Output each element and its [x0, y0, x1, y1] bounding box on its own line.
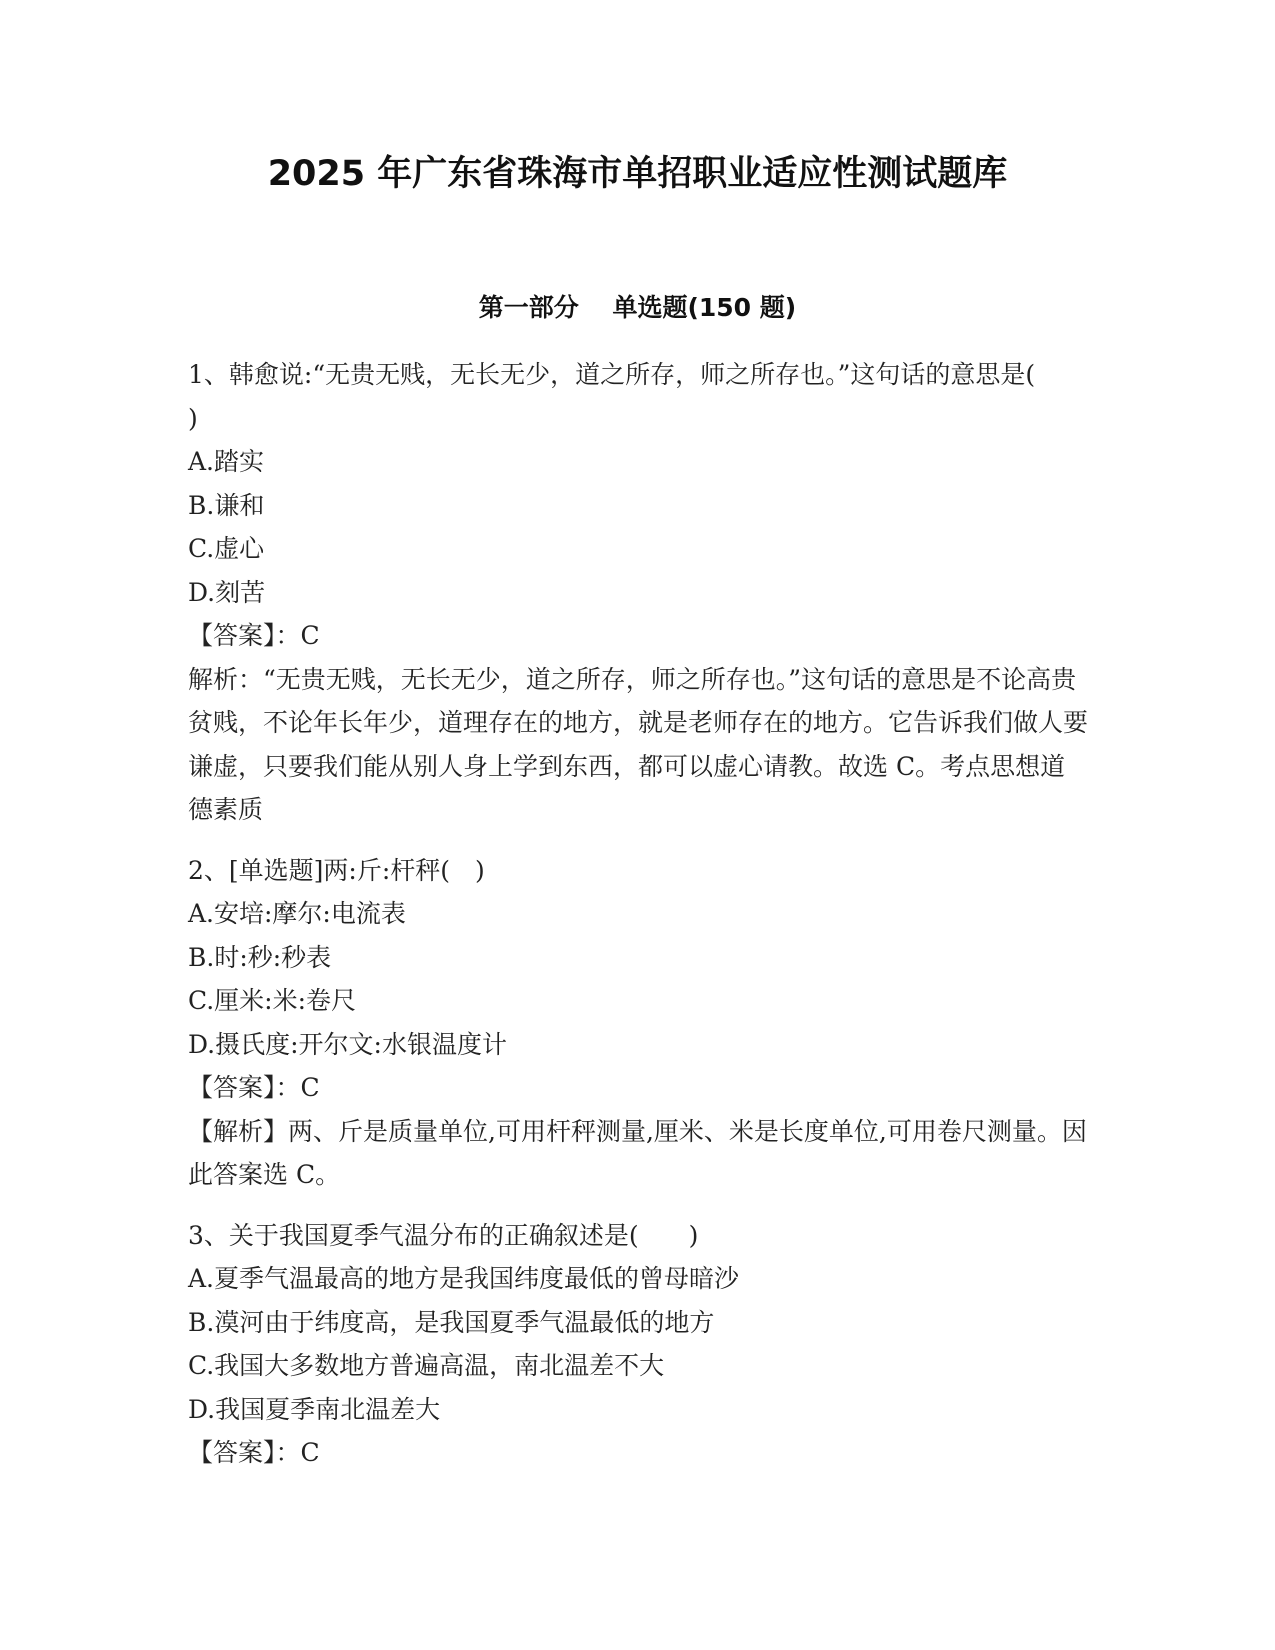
answer-label: 【答案】: [188, 1438, 276, 1467]
section-title: 第一部分 单选题(150 题): [478, 293, 797, 322]
option-a: A.安培:摩尔:电流表: [188, 899, 406, 928]
option-a: A.踏实: [188, 447, 265, 476]
answer-value: C: [300, 621, 320, 650]
answer-separator: ：: [275, 1438, 301, 1467]
option-c: C.虚心: [188, 534, 265, 563]
answer-line: [188, 614, 1088, 658]
explanation: 解析：“无贵无贱，无长无少，道之所存，师之所存也。”这句话的意思是不论高贵贫贱，不论年长年少，道理存在的地方，就是老师存在的地方。它告诉我们做人要谦虚，只要我们能从别人身上学到东西，都可以虚心请教。故选 C。考点思想道德素质: [188, 664, 1089, 824]
question-list: [188, 353, 1088, 1475]
question-stem: 2、[单选题]两:斤:杆秤( ): [188, 855, 485, 885]
option-b: B.时:秒:秒表: [188, 942, 332, 972]
explanation: 【解析】两、斤是质量单位,可用杆秤测量,厘米、米是长度单位,可用卷尺测量。因此答案选 C。: [188, 1116, 1087, 1189]
option-b: B.漠河由于纬度高，是我国夏季气温最低的地方: [188, 1307, 715, 1337]
answer-label: 【答案】: [188, 621, 276, 650]
answer-separator: ：: [275, 621, 301, 650]
answer-value: C: [300, 1438, 320, 1467]
document-title: 2025 年广东省珠海市单招职业适应性测试题库: [267, 154, 1008, 194]
option-d: D.摄氏度:开尔文:水银温度计: [188, 1029, 507, 1059]
answer-label: 【答案】: [188, 1073, 276, 1102]
option-d: D.刻苦: [188, 577, 266, 607]
question-1: [188, 353, 1088, 832]
answer-line: [188, 1431, 1088, 1475]
option-d: D.我国夏季南北温差大: [188, 1394, 441, 1424]
option-c: C.我国大多数地方普遍高温，南北温差不大: [188, 1351, 665, 1380]
option-a: A.夏季气温最高的地方是我国纬度最低的曾母暗沙: [188, 1264, 740, 1293]
answer-separator: ：: [275, 1073, 301, 1102]
answer-line: [188, 1066, 1088, 1110]
answer-value: C: [300, 1073, 320, 1102]
question-3: [188, 1214, 1088, 1475]
question-stem: 1、韩愈说:“无贵无贱，无长无少，道之所存，师之所存也。”这句话的意思是( ): [188, 360, 1086, 433]
question-stem: 3、关于我国夏季气温分布的正确叙述是( ): [188, 1220, 699, 1250]
option-b: B.谦和: [188, 490, 265, 520]
option-c: C.厘米:米:卷尺: [188, 986, 357, 1015]
question-2: [188, 849, 1088, 1197]
